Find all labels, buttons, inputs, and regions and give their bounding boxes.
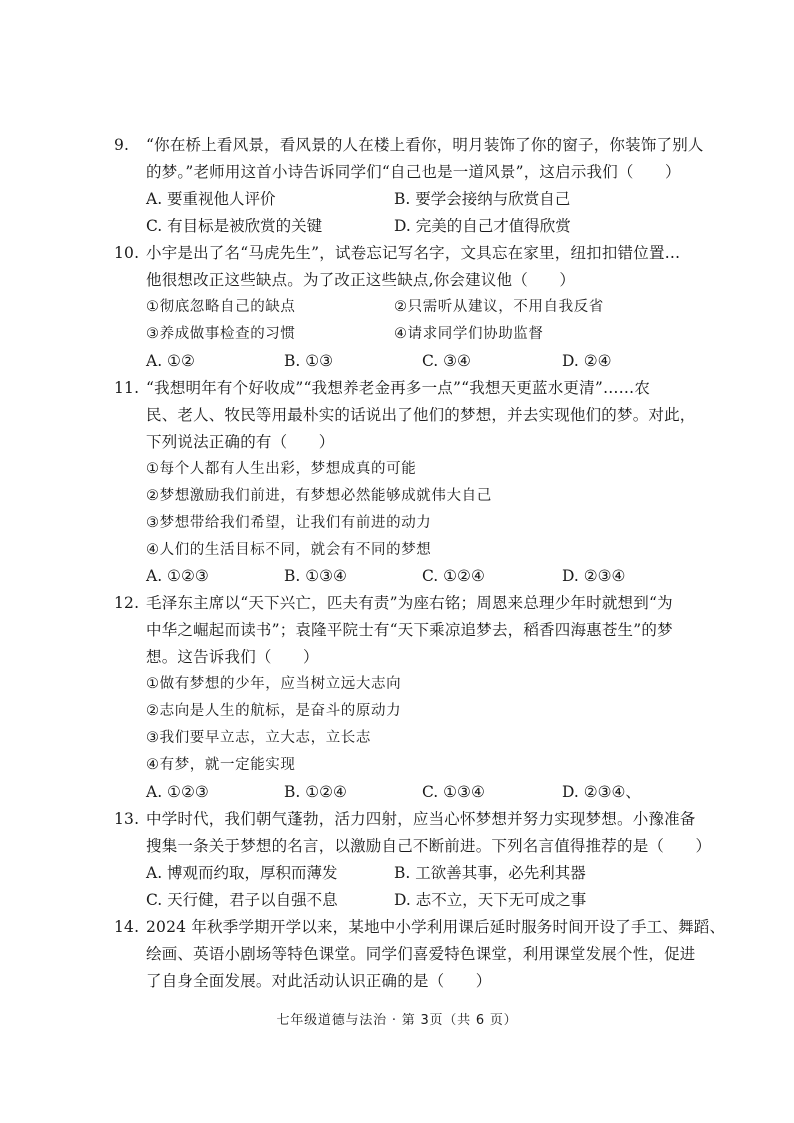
statement: ④有梦，就一定能实现 xyxy=(146,757,296,773)
question-text-line: “你在桥上看风景，看风景的人在楼上看你，明月装饰了你的窗子，你装饰了别人 xyxy=(146,136,704,154)
statement: ②只需听从建议，不用自我反省 xyxy=(394,299,604,315)
question-text-line: 2024 年秋季学期开学以来，某地中小学利用课后延时服务时间开设了手工、舞蹈、 xyxy=(146,918,726,936)
question-number: 13. xyxy=(114,810,140,828)
question-number: 10. xyxy=(114,244,140,262)
statement: ①每个人都有人生出彩，梦想成真的可能 xyxy=(146,461,417,477)
statement: ③我们要早立志，立大志，立长志 xyxy=(146,730,371,746)
question-text-line: 下列说法正确的有（ ） xyxy=(146,433,335,451)
option-c[interactable]: C. 天行健，君子以自强不息 xyxy=(146,891,338,909)
statement: ③梦想带给我们希望，让我们有前进的动力 xyxy=(146,515,432,531)
option-a[interactable]: A. 要重视他人评价 xyxy=(146,190,276,208)
question-text-line: 小宇是出了名“马虎先生”，试卷忘记写名字，文具忘在家里，纽扣扣错位置… xyxy=(146,244,681,262)
statement: ④人们的生活目标不同，就会有不同的梦想 xyxy=(146,542,432,558)
option-b[interactable]: B. ①③④ xyxy=(284,567,347,585)
option-a[interactable]: A. ①② xyxy=(146,352,195,370)
question-number: 12. xyxy=(114,594,140,612)
question-text-line: 民、老人、牧民等用最朴实的话说出了他们的梦想，并去实现他们的梦。对此， xyxy=(146,406,696,424)
option-d[interactable]: D. 志不立，天下无可成之事 xyxy=(394,891,587,909)
option-d[interactable]: D. 完美的自己才值得欣赏 xyxy=(394,217,571,235)
option-c[interactable]: C. ①②④ xyxy=(422,567,485,585)
question-text-line: 中华之崛起而读书”；袁隆平院士有“天下乘凉追梦去，稻香四海惠苍生”的梦 xyxy=(146,621,673,639)
statement: ③养成做事检查的习惯 xyxy=(146,326,296,342)
option-a[interactable]: A. ①②③ xyxy=(146,783,209,801)
option-c[interactable]: C. 有目标是被欣赏的关键 xyxy=(146,217,323,235)
statement: ①做有梦想的少年，应当树立远大志向 xyxy=(146,676,402,692)
option-d[interactable]: D. ②③④ xyxy=(562,567,626,585)
option-c[interactable]: C. ①③④ xyxy=(422,783,485,801)
statement: ①彻底忽略自己的缺点 xyxy=(146,299,296,315)
question-number: 11. xyxy=(114,379,140,397)
question-text-line: 毛泽东主席以“天下兴亡，匹夫有责”为座右铭；周恩来总理少年时就想到“为 xyxy=(146,594,673,612)
option-c[interactable]: C. ③④ xyxy=(422,352,471,370)
question-text-line: 想。这告诉我们（ ） xyxy=(146,648,319,666)
question-text-line: 搜集一条关于梦想的名言，以激励自己不断前进。下列名言值得推荐的是（ ） xyxy=(146,837,712,855)
statement: ②志向是人生的航标，是奋斗的原动力 xyxy=(146,703,402,719)
question-text-line: “我想明年有个好收成”“我想养老金再多一点”“我想天更蓝水更清”……农 xyxy=(146,379,651,397)
option-d[interactable]: D. ②③④、 xyxy=(562,783,641,801)
question-text-line: 的梦。”老师用这首小诗告诉同学们“自己也是一道风景”，这启示我们（ ） xyxy=(146,163,681,181)
question-text-line: 中学时代，我们朝气蓬勃，活力四射，应当心怀梦想并努力实现梦想。小豫准备 xyxy=(146,810,696,828)
option-a[interactable]: A. ①②③ xyxy=(146,567,209,585)
option-b[interactable]: B. ①③ xyxy=(284,352,334,370)
page-footer: 七年级道德与法治 · 第 3页（共 6 页） xyxy=(276,1013,518,1028)
question-text-line: 他很想改正这些缺点。为了改正这些缺点,你会建议他（ ） xyxy=(146,271,576,289)
option-a[interactable]: A. 博观而约取，厚积而薄发 xyxy=(146,864,338,882)
option-b[interactable]: B. 工欲善其事，必先利其器 xyxy=(394,864,586,882)
question-text-line: 了自身全面发展。对此活动认识正确的是（ ） xyxy=(146,972,492,990)
question-number: 9. xyxy=(114,136,130,154)
option-b[interactable]: B. ①②④ xyxy=(284,783,347,801)
option-d[interactable]: D. ②④ xyxy=(562,352,612,370)
statement: ④请求同学们协助监督 xyxy=(394,326,544,342)
option-b[interactable]: B. 要学会接纳与欣赏自己 xyxy=(394,190,571,208)
question-text-line: 绘画、英语小剧场等特色课堂。同学们喜爱特色课堂，利用课堂发展个性，促进 xyxy=(146,945,696,963)
question-number: 14. xyxy=(114,918,140,936)
statement: ②梦想激励我们前进，有梦想必然能够成就伟大自己 xyxy=(146,488,492,504)
